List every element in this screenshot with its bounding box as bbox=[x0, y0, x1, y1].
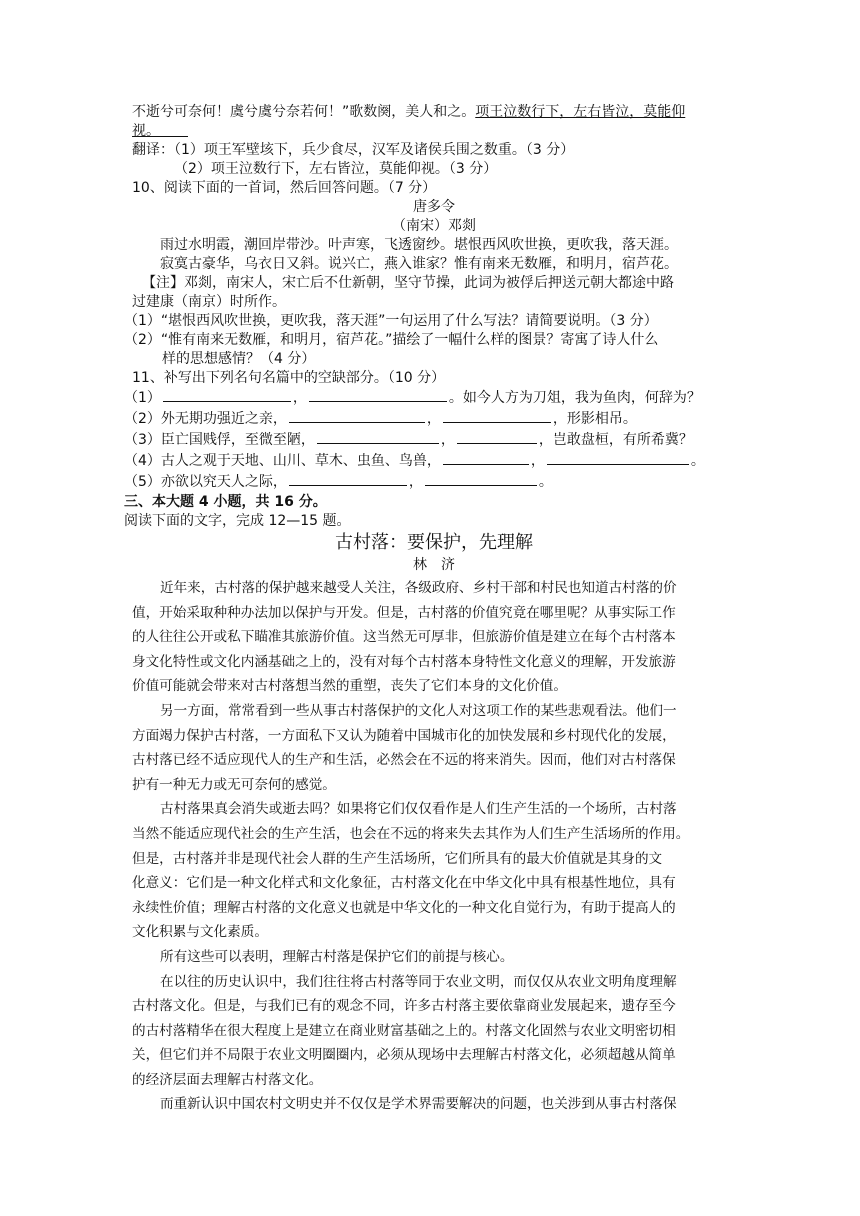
fill-text: 。 bbox=[690, 453, 705, 469]
document-page bbox=[124, 103, 736, 1117]
essay-line: 文化积累与文化素质。 bbox=[132, 924, 268, 941]
essay-line: 护有一种无力或无可奈何的感觉。 bbox=[132, 776, 336, 793]
essay-author: 林 济 bbox=[413, 557, 455, 573]
question-10-heading: 10、阅读下面的一首词，然后回答问题。（7 分） bbox=[132, 180, 437, 196]
blank-field[interactable] bbox=[443, 409, 551, 423]
section-3-heading: 三、本大题 4 小题，共 16 分。 bbox=[124, 494, 327, 510]
fill-label: （2）外无期功强近之亲， bbox=[124, 411, 287, 427]
essay-line: 在以往的历史认识中，我们往往将古村落等同于农业文明，而仅仅从农业文明角度理解 bbox=[160, 973, 677, 990]
essay-line: 当然不能适应现代社会的生产生活，也会在不远的将来失去其作为人们生产生活场所的作用。 bbox=[132, 825, 690, 842]
question-11-heading: 11、补写出下列名句名篇中的空缺部分。（10 分） bbox=[132, 370, 446, 386]
fill-label: （3）臣亡国贱俘，至微至陋， bbox=[124, 432, 315, 448]
essay-line: 值，开始采取种种办法加以保护与开发。但是，古村落的价值究竟在哪里呢？从事实际工作 bbox=[132, 604, 676, 621]
text-span: 不逝兮可奈何！虞兮虞兮奈若何！”歌数阕，美人和之。 bbox=[132, 104, 476, 120]
essay-line: 价值可能就会带来对古村落想当然的重塑，丧失了它们本身的文化价值。 bbox=[132, 678, 567, 695]
fill-text: ， bbox=[408, 474, 423, 490]
essay-title: 古村落：要保护，先理解 bbox=[335, 532, 533, 553]
fill-text: ， bbox=[292, 390, 307, 406]
essay-line: 的人往往公开或私下瞄准其旅游价值。这当然无可厚非，但旅游价值是建立在每个古村落本 bbox=[132, 629, 676, 646]
question-10-1: （1）“堪恨西风吹世换，更吹我，落天涯”一句运用了什么写法？请简要说明。（3 分） bbox=[124, 313, 658, 329]
poem-author: （南宋）邓剡 bbox=[392, 218, 476, 234]
poem-note-1: 【注】邓剡，南宋人，宋亡后不仕新朝，坚守节操，此词为被俘后押送元朝大都途中路 bbox=[142, 275, 674, 291]
fill-text: ， bbox=[530, 453, 545, 469]
blank-field[interactable] bbox=[317, 430, 439, 444]
question-10-2: （2）“惟有南来无数雁，和明月，宿芦花。”描绘了一幅什么样的图景？寄寓了诗人什么 bbox=[124, 332, 659, 348]
blank-field[interactable] bbox=[309, 388, 447, 402]
essay-line: 的古村落精华在很大程度上是建立在商业财富基础之上的。村落文化固然与农业文明密切相 bbox=[132, 1022, 676, 1039]
fill-label: （1） bbox=[124, 390, 161, 406]
essay-line: 古村落已经不适应现代人的生产和生活，必然会在不远的将来消失。因而，他们对古村落保 bbox=[132, 752, 676, 769]
fill-blank-1 bbox=[124, 388, 736, 409]
blank-field[interactable] bbox=[425, 472, 537, 486]
essay-line: 所有这些可以表明，理解古村落是保护它们的前提与核心。 bbox=[160, 948, 514, 965]
translation-line-2: （2）项王泣数行下，左右皆泣，莫能仰视。（3 分） bbox=[174, 161, 498, 177]
fill-label: （4）古人之观于天地、山川、草木、虫鱼、鸟兽， bbox=[124, 453, 441, 469]
fill-text: ， bbox=[440, 432, 455, 448]
essay-line: 永续性价值；理解古村落的文化意义也就是中华文化的一种文化自觉行为，有助于提高人的 bbox=[132, 899, 676, 916]
essay-line: 而重新认识中国农村文明史并不仅仅是学术界需要解决的问题，也关涉到从事古村落保 bbox=[160, 1096, 677, 1113]
essay-line: 身文化特性或文化内涵基础之上的，没有对每个古村落本身特性文化意义的理解，开发旅游 bbox=[132, 653, 676, 670]
fill-blank-2 bbox=[124, 409, 736, 430]
blank-field[interactable] bbox=[289, 472, 407, 486]
essay-line: 的经济层面去理解古村落文化。 bbox=[132, 1071, 323, 1088]
fill-blank-5 bbox=[124, 472, 736, 493]
fill-text: ，岂敢盘桓，有所希冀？ bbox=[538, 432, 693, 448]
essay-line: 近年来，古村落的保护越来越受人关注，各级政府、乡村干部和村民也知道古村落的价 bbox=[160, 580, 677, 596]
essay-line: 古村落果真会消失或逝去吗？如果将它们仅仅看作是人们生产生活的一个场所，古村落 bbox=[160, 801, 677, 818]
fill-text: 。如今人方为刀俎，我为鱼肉，何辞为？ bbox=[448, 390, 701, 406]
blank-field[interactable] bbox=[457, 430, 537, 444]
fill-text: ， bbox=[426, 411, 441, 427]
essay-body bbox=[132, 576, 736, 1117]
poem-note-2: 过建康（南京）时所作。 bbox=[132, 294, 286, 310]
fill-label: （5）亦欲以究天人之际， bbox=[124, 474, 287, 490]
essay-line: 另一方面，常常看到一些从事古村落保护的文化人对这项工作的某些悲观看法。他们一 bbox=[160, 702, 677, 719]
underline-tail bbox=[160, 123, 188, 139]
blank-field[interactable] bbox=[289, 409, 425, 423]
translation-line-1: 翻译：（1）项王军壁垓下，兵少食尽，汉军及诸侯兵围之数重。（3 分） bbox=[132, 142, 575, 158]
essay-line: 化意义：它们是一种文化样式和文化象征，古村落文化在中华文化中具有根基性地位，具有 bbox=[132, 875, 676, 892]
section-3-instruction: 阅读下面的文字，完成 12—15 题。 bbox=[124, 513, 351, 529]
text-line bbox=[132, 122, 736, 141]
underlined-text: 项王泣数行下，左右皆泣，莫能仰 bbox=[475, 104, 686, 120]
essay-line: 但是，古村落并非是现代社会人群的生产生活场所，它们所具有的最大价值就是其身的文 bbox=[132, 850, 663, 867]
poem-title: 唐多令 bbox=[413, 199, 455, 215]
fill-text: ，形影相吊。 bbox=[552, 411, 637, 427]
essay-line: 古村落文化。但是，与我们已有的观念不同，许多古村落主要依靠商业发展起来，遗存至今 bbox=[132, 998, 676, 1015]
blank-field[interactable] bbox=[547, 451, 689, 465]
fill-blank-4 bbox=[124, 451, 736, 472]
essay-line: 关，但它们并不局限于农业文明圈圈内，必须从现场中去理解古村落文化，必须超越从简单 bbox=[132, 1047, 676, 1064]
poem-line-2: 寂寞古豪华，乌衣日又斜。说兴亡，燕入谁家？惟有南来无数雁，和明月，宿芦花。 bbox=[160, 256, 678, 272]
blank-field[interactable] bbox=[163, 388, 291, 402]
blank-field[interactable] bbox=[443, 451, 529, 465]
essay-line: 方面竭力保护古村落，一方面私下又认为随着中国城市化的加快发展和乡村现代化的发展， bbox=[132, 727, 676, 744]
fill-blank-3 bbox=[124, 430, 736, 451]
text-line bbox=[132, 103, 736, 122]
question-10-2-cont: 样的思想感情？（4 分） bbox=[162, 351, 316, 367]
fill-text: 。 bbox=[538, 474, 553, 490]
underlined-text: 视。 bbox=[132, 123, 160, 139]
poem-line-1: 雨过水明霞，潮回岸带沙。叶声寒，飞透窗纱。堪恨西风吹世换，更吹我，落天涯。 bbox=[160, 237, 678, 253]
